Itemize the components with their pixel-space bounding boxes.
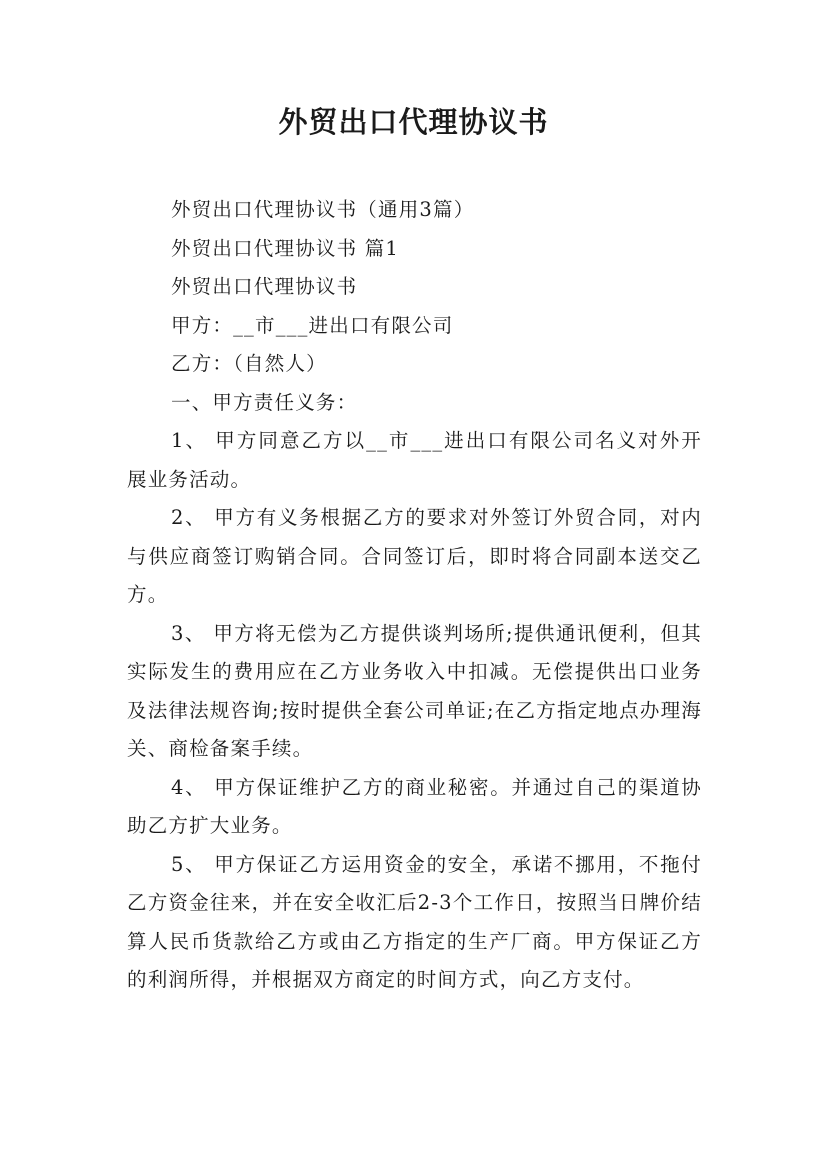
document-title: 外贸出口代理协议书 (278, 105, 549, 139)
document-body (127, 191, 702, 1000)
paragraph-clause-5: 5、 甲方保证乙方运用资金的安全，承诺不挪用，不拖付乙方资金往来，并在安全收汇后2-3个工作日，按照当日牌价结算人民币货款给乙方或由乙方指定的生产厂商。甲方保证乙方的利润所得，并根据双方商定的时间方式，向乙方支付。 (127, 852, 702, 991)
paragraph-clause-1: 1、 甲方同意乙方以__市___进出口有限公司名义对外开展业务活动。 (127, 429, 702, 491)
paragraph-subtitle: 外贸出口代理协议书（通用3篇） (171, 198, 475, 221)
paragraph-clause-4: 4、 甲方保证维护乙方的商业秘密。并通过自己的渠道协助乙方扩大业务。 (127, 775, 702, 837)
paragraph-duties-heading: 一、甲方责任义务： (171, 390, 358, 414)
paragraph-section-heading: 外贸出口代理协议书 篇1 (171, 236, 400, 260)
paragraph-clause-3: 3、 甲方将无偿为乙方提供谈判场所;提供通讯便利，但其实际发生的费用应在乙方业务收入中扣减。无偿提供出口业务及法律法规咨询;按时提供全套公司单证;在乙方指定地点办理海关、商检备案手续。 (127, 621, 702, 760)
paragraph-party-b: 乙方：（自然人） (171, 352, 327, 375)
paragraph-party-a: 甲方：__市___进出口有限公司 (171, 313, 454, 337)
paragraph-agreement-name: 外贸出口代理协议书 (171, 275, 358, 298)
paragraph-clause-2: 2、 甲方有义务根据乙方的要求对外签订外贸合同，对内与供应商签订购销合同。合同签订后，即时将合同副本送交乙方。 (127, 506, 702, 606)
